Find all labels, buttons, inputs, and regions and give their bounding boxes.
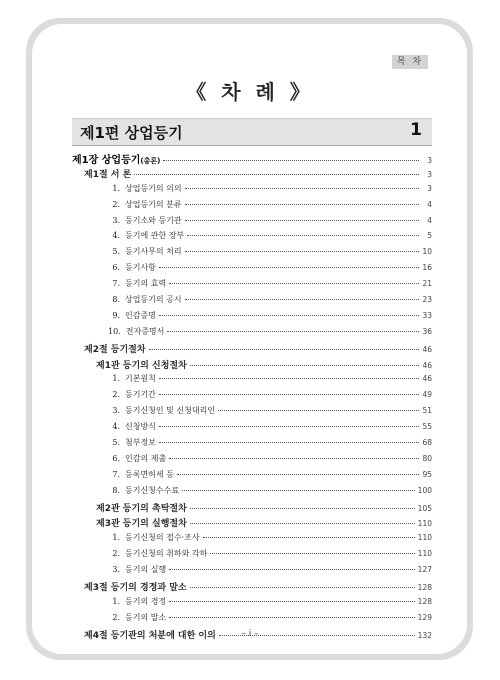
toc-page-number: 95 <box>422 469 432 479</box>
toc-entry[interactable] <box>72 421 432 437</box>
toc-entry-title <box>72 453 166 464</box>
toc-entry-suffix: (총론) <box>140 157 161 165</box>
toc-entry[interactable] <box>72 326 432 342</box>
toc-entry-title <box>72 501 187 514</box>
toc-entry-label: 상업등기의 분류 <box>125 199 182 209</box>
toc-entry-label: 제3절 등기의 경정과 말소 <box>84 583 187 594</box>
toc-entry-number: 1. <box>112 596 120 606</box>
toc-entry-label: 상업등기의 의의 <box>125 183 182 193</box>
toc-entry-label: 등기의 말소 <box>125 612 167 622</box>
toc-entry[interactable] <box>72 294 432 310</box>
toc-page-number: 129 <box>417 612 432 622</box>
toc-entry[interactable] <box>72 532 432 548</box>
toc-entry-title <box>72 342 146 355</box>
toc-page-number: 46 <box>422 360 432 370</box>
toc-entry-title <box>72 437 156 448</box>
toc-page-number: 132 <box>417 630 432 640</box>
toc-page-number: 46 <box>422 344 432 354</box>
toc-entry[interactable] <box>72 564 432 580</box>
toc-entry-label: 제1장 상업등기 <box>72 155 141 166</box>
toc-entry[interactable] <box>72 199 432 215</box>
toc-entry[interactable] <box>72 580 432 596</box>
toc-entry-label: 등기사무의 처리 <box>125 247 182 257</box>
toc-entry[interactable] <box>72 389 432 405</box>
section-tag: 목 차 <box>392 55 428 69</box>
toc-entry-label: 제2관 등기의 촉탁절차 <box>96 503 187 514</box>
dot-leader <box>159 266 419 268</box>
toc-entry-number: 3. <box>112 565 120 575</box>
toc-entry-title <box>72 516 187 529</box>
toc-entry-title <box>72 485 179 496</box>
toc-entry[interactable] <box>72 453 432 469</box>
toc-entry-label: 첨부정보 <box>125 438 156 448</box>
toc-entry-title <box>72 151 160 166</box>
dot-leader <box>182 489 415 491</box>
toc-entry[interactable] <box>72 262 432 278</box>
dot-leader <box>163 159 419 161</box>
dot-leader <box>203 536 415 538</box>
toc-entry-label: 상업등기의 공시 <box>125 295 182 305</box>
dot-leader <box>185 187 419 189</box>
toc-entry-title <box>72 310 156 321</box>
toc-entry-title <box>72 373 156 384</box>
toc-entry-label: 등기신청인 및 신청대리인 <box>125 406 216 416</box>
dot-leader <box>190 586 415 588</box>
toc-page-number: 127 <box>417 565 432 575</box>
toc-page-number: 21 <box>422 279 432 289</box>
toc-entry-title <box>72 358 187 371</box>
toc-entry-number: 3. <box>112 215 120 225</box>
toc-entry-label: 등기사항 <box>125 263 156 273</box>
dot-leader <box>187 234 419 236</box>
page-number-footer: – i – <box>241 629 259 639</box>
toc-page-number: 16 <box>422 263 432 273</box>
toc-entry-label: 인감증명 <box>125 310 156 320</box>
toc-entry-title <box>72 167 131 180</box>
dot-leader <box>169 600 414 602</box>
toc-entry-number: 1. <box>112 183 120 193</box>
toc-entry-title <box>72 215 182 226</box>
toc-entry[interactable] <box>72 516 432 532</box>
toc-entry-title <box>72 262 156 273</box>
toc-entry-title <box>72 421 156 432</box>
dot-leader <box>190 522 415 524</box>
toc-page-number: 36 <box>422 326 432 336</box>
toc-entry-label: 등기의 효력 <box>125 279 167 289</box>
part-header <box>72 118 432 146</box>
dot-leader <box>185 298 419 300</box>
toc-entry-number: 2. <box>112 612 120 622</box>
toc-entry-number: 2. <box>112 199 120 209</box>
dot-leader <box>177 473 419 475</box>
toc-entry-number: 2. <box>112 390 120 400</box>
dot-leader <box>159 425 419 427</box>
toc-page-number: 100 <box>417 485 432 495</box>
toc-page-number: 49 <box>422 390 432 400</box>
toc-entry-title <box>72 199 182 210</box>
dot-leader <box>159 377 419 379</box>
toc-entry-number: 9. <box>112 310 120 320</box>
toc-entry[interactable] <box>72 167 432 183</box>
dot-leader <box>159 393 419 395</box>
toc-entry-label: 등기에 관한 장부 <box>125 231 185 241</box>
toc-page-number: 3 <box>427 156 432 165</box>
toc-entry-number: 10. <box>108 326 121 336</box>
toc-entry-label: 등기기간 <box>125 390 156 400</box>
toc-entry[interactable] <box>72 596 432 612</box>
toc-page-number: 128 <box>417 596 432 606</box>
toc-entry-label: 등록면허세 등 <box>125 469 174 479</box>
toc-entry[interactable] <box>72 501 432 517</box>
toc-entry-title <box>72 564 166 575</box>
toc-entry-label: 등기신청수수료 <box>125 485 180 495</box>
toc-page-number: 4 <box>427 215 432 225</box>
toc-page-number: 3 <box>427 183 432 193</box>
toc-entry-label: 기본원칙 <box>125 374 156 384</box>
toc-entry-label: 등기의 경정 <box>125 596 167 606</box>
toc-page-number: 46 <box>422 374 432 384</box>
dot-leader <box>159 314 419 316</box>
toc-entry[interactable] <box>72 230 432 246</box>
dot-leader <box>185 203 419 205</box>
toc-entry-label: 제4절 등기관의 처분에 대한 이의 <box>84 630 216 641</box>
toc-entry[interactable] <box>72 151 432 167</box>
toc-page-number: 5 <box>427 231 432 241</box>
toc-page-number: 105 <box>417 503 432 513</box>
toc-entry-title <box>72 294 182 305</box>
dot-leader <box>185 250 419 252</box>
toc-entry[interactable] <box>72 437 432 453</box>
toc-entry-title <box>72 246 182 257</box>
toc-entry-label: 전자증명서 <box>125 326 165 336</box>
toc-entry-label: 제1절 서 론 <box>84 169 132 180</box>
dot-leader <box>169 282 419 284</box>
toc-entry-label: 제1관 등기의 신청절차 <box>96 360 187 371</box>
dot-leader <box>169 568 414 570</box>
dot-leader <box>190 364 419 366</box>
toc-entry-label: 등기소와 등기관 <box>125 215 182 225</box>
toc-entry-title <box>72 596 166 607</box>
toc-page-number: 33 <box>422 310 432 320</box>
toc-entry-title <box>72 389 156 400</box>
toc-entry-title <box>72 532 200 543</box>
part-number: 1 <box>410 120 422 140</box>
dot-leader <box>169 457 419 459</box>
toc-page-number: 10 <box>422 247 432 257</box>
toc-entry[interactable] <box>72 183 432 199</box>
toc-page-number: 80 <box>422 453 432 463</box>
toc-entry-number: 6. <box>112 453 120 463</box>
toc-page-number: 128 <box>417 583 432 593</box>
toc-entry-title <box>72 405 215 416</box>
toc-entry-number: 5. <box>112 247 120 257</box>
toc-entry[interactable] <box>72 310 432 326</box>
dot-leader <box>169 616 414 618</box>
toc-entry-title <box>72 469 174 480</box>
toc-entry[interactable] <box>72 485 432 501</box>
toc-entry-label: 등기신청의 접수·조사 <box>125 533 200 543</box>
toc-entry-label: 인감의 제출 <box>125 453 167 463</box>
toc-entry-title <box>72 612 166 623</box>
toc-entry-label: 제3관 등기의 실행절차 <box>96 519 187 530</box>
toc-entry-title <box>72 580 187 593</box>
toc-page-number: 68 <box>422 438 432 448</box>
toc-entry-number: 5. <box>112 438 120 448</box>
dot-leader <box>185 219 419 221</box>
dot-leader <box>167 330 419 332</box>
toc-entry[interactable] <box>72 278 432 294</box>
toc-entry-number: 6. <box>112 263 120 273</box>
toc-entry-label: 등기신청의 취하와 각하 <box>125 549 208 559</box>
toc-entry-number: 1. <box>112 533 120 543</box>
toc-page-number: 110 <box>417 549 432 559</box>
toc-entry-number: 8. <box>112 295 120 305</box>
dot-leader <box>218 409 419 411</box>
toc-entry-number: 1. <box>112 374 120 384</box>
toc-entry-title <box>72 326 164 337</box>
toc-page-number: 110 <box>417 533 432 543</box>
toc-page-number: 51 <box>422 406 432 416</box>
toc-entry-number: 7. <box>112 279 120 289</box>
toc-page-number: 4 <box>427 199 432 209</box>
toc-page-number: 3 <box>427 169 432 179</box>
toc-page-number: 23 <box>422 295 432 305</box>
toc-entry-number: 8. <box>112 485 120 495</box>
toc-page-number: 55 <box>422 422 432 432</box>
toc-entry[interactable] <box>72 469 432 485</box>
toc-entry-label: 신청방식 <box>125 422 156 432</box>
toc-entry[interactable] <box>72 246 432 262</box>
toc-entry-title <box>72 230 184 241</box>
toc-entry-number: 2. <box>112 549 120 559</box>
toc-entry-title <box>72 183 182 194</box>
dot-leader <box>159 441 419 443</box>
dot-leader <box>134 173 419 175</box>
toc-entry-number: 3. <box>112 406 120 416</box>
toc-entry-title <box>72 278 166 289</box>
toc-entry[interactable] <box>72 342 432 358</box>
toc-entry[interactable] <box>72 405 432 421</box>
dot-leader <box>190 507 415 509</box>
page-title: 《 차 례 》 <box>186 80 314 104</box>
toc-entry-number: 4. <box>112 231 120 241</box>
part-label: 제1편 상업등기 <box>80 124 183 142</box>
toc-entry-number: 4. <box>112 422 120 432</box>
table-of-contents <box>72 151 432 644</box>
toc-entry[interactable] <box>72 612 432 628</box>
toc-entry-label: 제2절 등기절차 <box>84 344 146 355</box>
toc-entry[interactable] <box>72 373 432 389</box>
toc-entry[interactable] <box>72 215 432 231</box>
dot-leader <box>149 348 419 350</box>
toc-entry-label: 등기의 실행 <box>125 565 167 575</box>
toc-entry-title <box>72 548 207 559</box>
toc-entry[interactable] <box>72 548 432 564</box>
toc-page-number: 110 <box>417 519 432 529</box>
dot-leader <box>210 552 414 554</box>
toc-entry[interactable] <box>72 358 432 374</box>
toc-entry-number: 7. <box>112 469 120 479</box>
